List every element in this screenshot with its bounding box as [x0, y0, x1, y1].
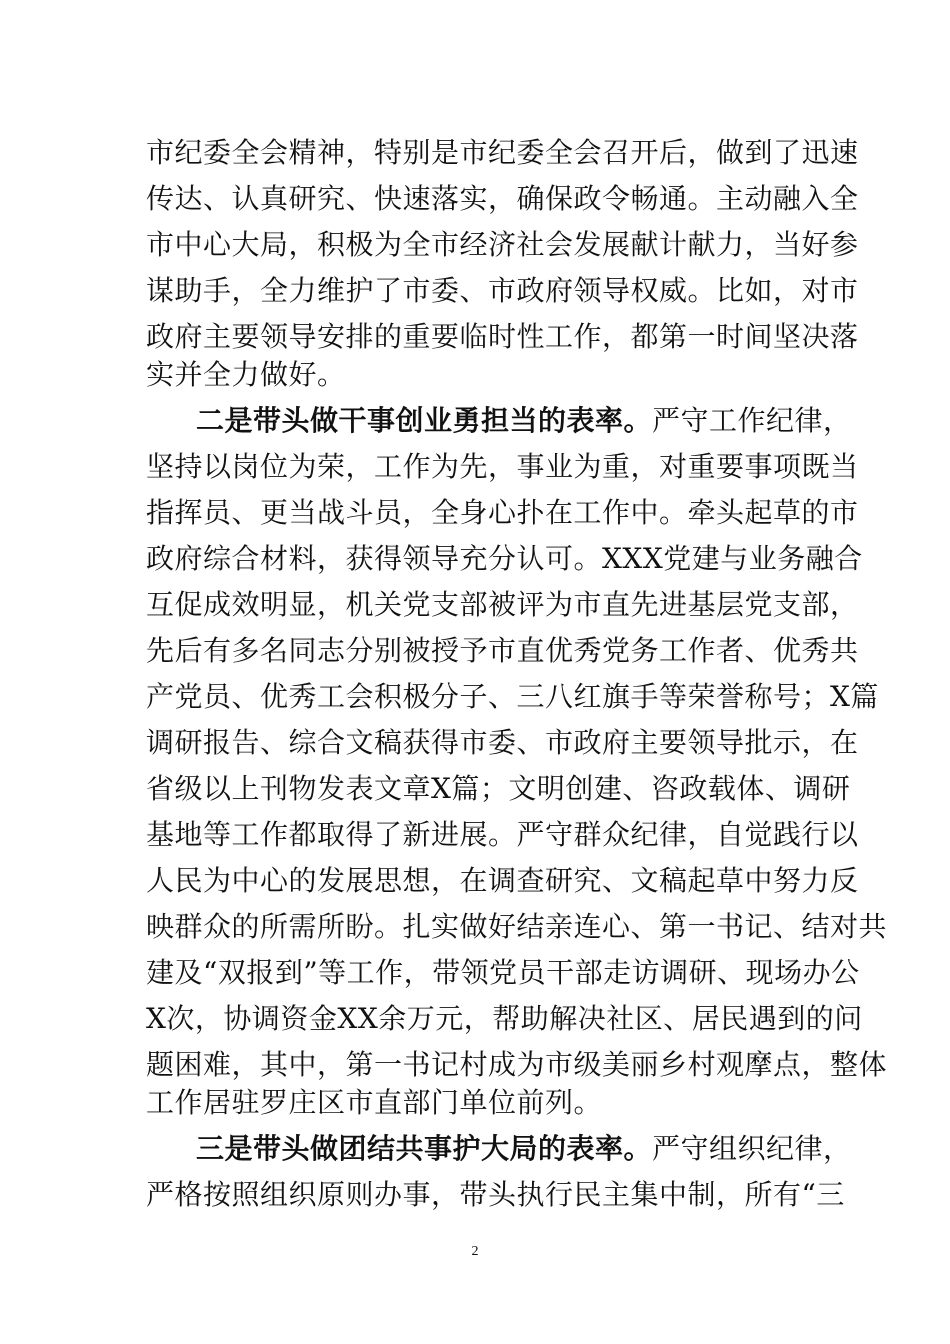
body-text-line: X次，协调资金XX余万元，帮助解决社区、居民遇到的问: [146, 1002, 863, 1035]
body-text-line: 映群众的所需所盼。扎实做好结亲连心、第一书记、结对共: [146, 910, 888, 943]
body-text-line: 建及“双报到”等工作，带领党员干部走访调研、现场办公: [146, 956, 860, 989]
page-number: 2: [471, 1244, 479, 1259]
paragraph-first-line: [196, 398, 852, 444]
body-text-line: 先后有多名同志分别被授予市直优秀党务工作者、优秀共: [146, 634, 859, 667]
body-text-line: 调研报告、综合文稿获得市委、市政府主要领导批示，在: [146, 726, 859, 759]
body-text-span: 严守组织纪律，: [652, 1132, 852, 1165]
body-text-line: 实并全力做好。: [146, 358, 346, 391]
body-text-line: 传达、认真研究、快速落实，确保政令畅通。主动融入全: [146, 182, 859, 215]
body-text-line: 政府综合材料，获得领导充分认可。XXX党建与业务融合: [146, 542, 863, 575]
body-text-line: 工作居驻罗庄区市直部门单位前列。: [146, 1086, 603, 1119]
section-heading: 二是带头做干事创业勇担当的表率。: [196, 404, 653, 437]
body-text-line: 谋助手，全力维护了市委、市政府领导权威。比如，对市: [146, 274, 859, 307]
body-text-line: 市纪委全会精神，特别是市纪委全会召开后，做到了迅速: [146, 136, 859, 169]
body-text-line: 严格按照组织原则办事，带头执行民主集中制，所有“三: [146, 1178, 845, 1211]
body-text-span: 严守工作纪律，: [652, 404, 852, 437]
paragraph-first-line: [196, 1126, 852, 1172]
body-text-line: 题困难，其中，第一书记村成为市级美丽乡村观摩点，整体: [146, 1048, 888, 1081]
body-text-line: 产党员、优秀工会积极分子、三八红旗手等荣誉称号；X篇: [146, 680, 879, 713]
section-heading: 三是带头做团结共事护大局的表率。: [196, 1132, 653, 1165]
body-text-line: 基地等工作都取得了新进展。严守群众纪律，自觉践行以: [146, 818, 859, 851]
body-text-line: 政府主要领导安排的重要临时性工作，都第一时间坚决落: [146, 320, 859, 353]
body-text-line: 人民为中心的发展思想，在调查研究、文稿起草中努力反: [146, 864, 859, 897]
body-text-line: 省级以上刊物发表文章X篇；文明创建、咨政载体、调研: [146, 772, 851, 805]
body-text-line: 互促成效明显，机关党支部被评为市直先进基层党支部，: [146, 588, 859, 621]
body-text-line: 市中心大局，积极为全市经济社会发展献计献力，当好参: [146, 228, 859, 261]
body-text-line: 指挥员、更当战斗员，全身心扑在工作中。牵头起草的市: [146, 496, 859, 529]
body-text-line: 坚持以岗位为荣，工作为先，事业为重，对重要事项既当: [146, 450, 859, 483]
